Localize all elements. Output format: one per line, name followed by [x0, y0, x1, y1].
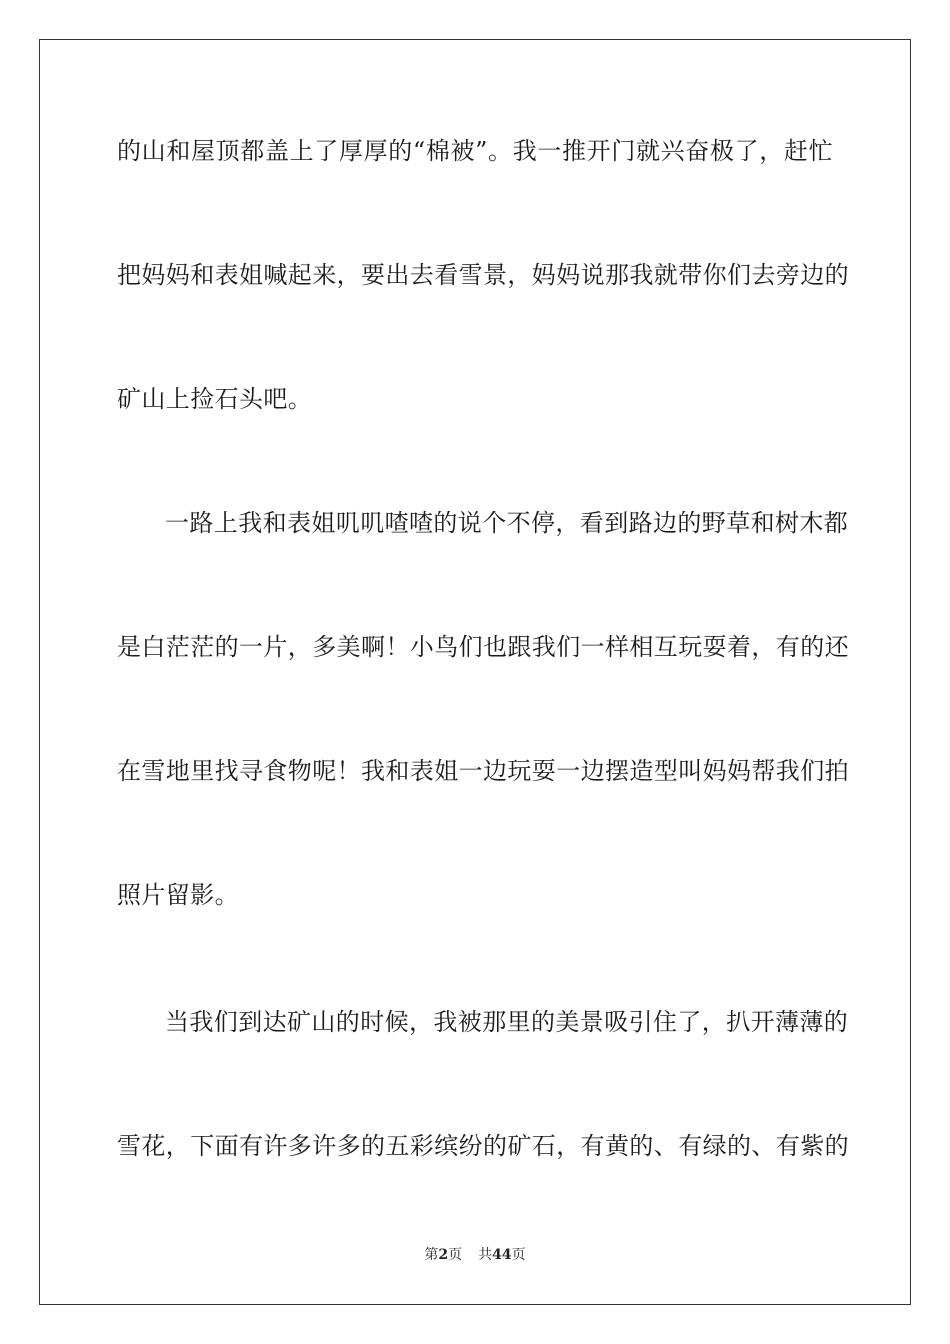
total-prefix: 共	[478, 1247, 493, 1263]
total-suffix: 页	[511, 1247, 526, 1263]
paragraph-2-line-3: 在雪地里找寻食物呢！我和表姐一边玩耍一边摆造型叫妈妈帮我们拍	[117, 757, 849, 785]
paragraph-1-line-1: 的山和屋顶都盖上了厚厚的“棉被”。我一推开门就兴奋极了，赶忙	[117, 137, 833, 165]
paragraph-1-line-2: 把妈妈和表姐喊起来，要出去看雪景，妈妈说那我就带你们去旁边的	[117, 261, 849, 289]
page-footer	[0, 1246, 950, 1264]
paragraph-2-line-2: 是白茫茫的一片，多美啊！小鸟们也跟我们一样相互玩耍着，有的还	[117, 633, 849, 661]
paragraph-2-line-1: 一路上我和表姐叽叽喳喳的说个不停，看到路边的野草和树木都	[165, 509, 849, 537]
total-pages: 44	[492, 1247, 512, 1263]
paragraph-2-line-4: 照片留影。	[117, 881, 239, 909]
paragraph-1-line-3: 矿山上捡石头吧。	[117, 385, 313, 413]
page-frame	[39, 39, 911, 1305]
page-suffix: 页	[448, 1247, 463, 1263]
page-number: 2	[438, 1247, 449, 1263]
page-prefix: 第	[424, 1247, 439, 1263]
paragraph-3-line-1: 当我们到达矿山的时候，我被那里的美景吸引住了，扒开薄薄的	[165, 1008, 849, 1036]
paragraph-3-line-2: 雪花，下面有许多许多的五彩缤纷的矿石，有黄的、有绿的、有紫的	[117, 1132, 849, 1160]
